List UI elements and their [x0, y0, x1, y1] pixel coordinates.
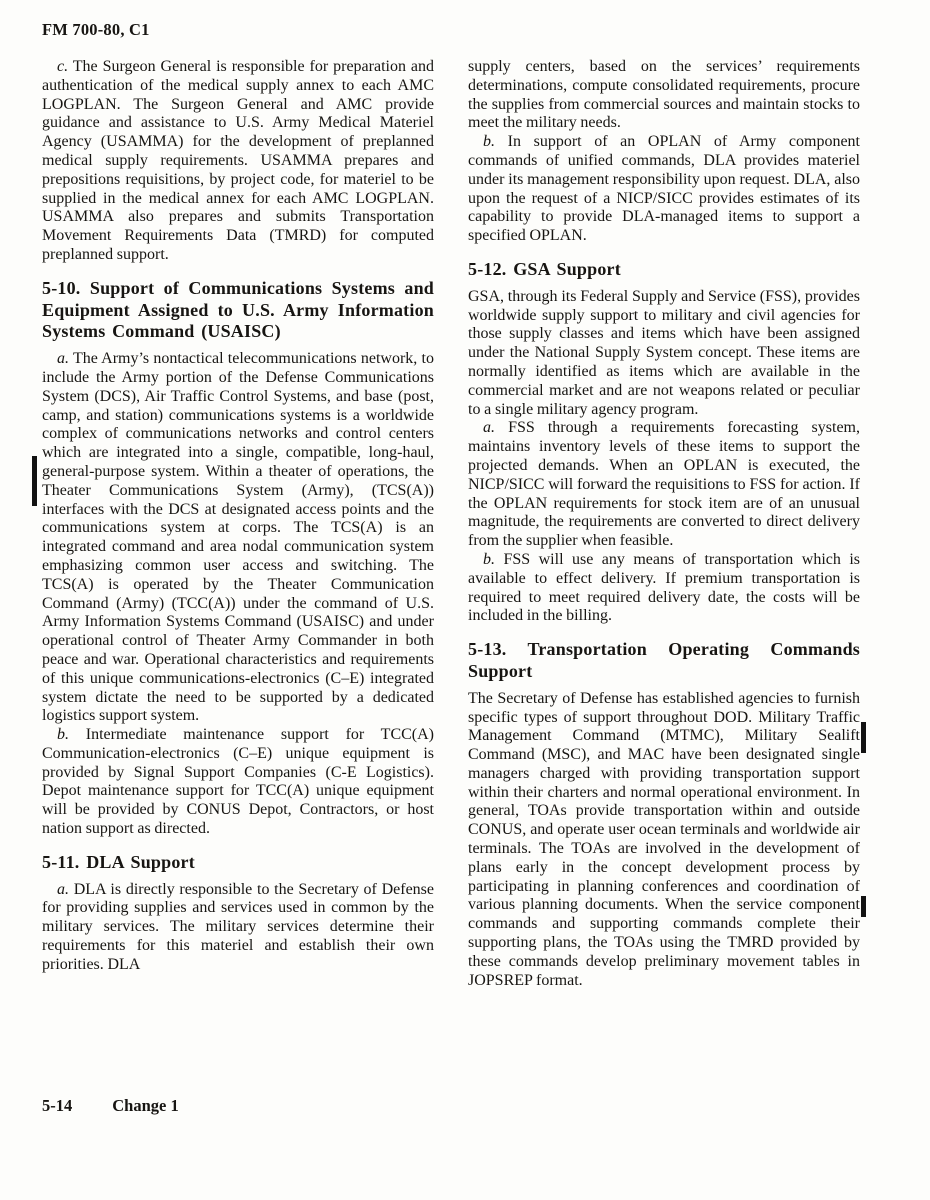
- left-column: [42, 58, 434, 990]
- paragraph-letter: a.: [57, 350, 69, 368]
- heading-5-13: 5-13. Transportation Operating Commands Support: [468, 639, 860, 681]
- paragraph-text: The Army’s nontactical telecommunications network, to include the Army portion of the Defense Communications System (DCS), Air Traffic Control Systems, and base (post, camp, and station) communications systems is a worldwide complex of communications networks and control centers which are integrated into a single, compatible, long-haul, general-purpose system. Within a theater of operations, the Theater Communications System (Army), (TCS(A)) interfaces with the DCS at designated access points and the communications system at corps. The TCS(A) is an integrated command and area nodal communication system emphasizing common user access and switching. The TCS(A) is operated by the Theater Communication Command (Army) (TCC(A)) under the command of U.S. Army Information Systems Command (USAISC) and under operational control of Theater Army Commander in both peace and war. Operational characteristics and requirements of this unique communications-electronics (C–E) integrated system dictate the need to be supported by a dedicated logistics support system.: [42, 350, 434, 725]
- page-header: FM 700-80, C1: [42, 20, 150, 39]
- paragraph-5-10-b: [42, 726, 434, 839]
- paragraph-letter: a.: [57, 880, 69, 898]
- paragraph-5-12-a: [468, 419, 860, 551]
- change-label: Change 1: [112, 1096, 179, 1115]
- heading-5-11: 5-11. DLA Support: [42, 851, 195, 872]
- paragraph-text: FSS through a requirements forecasting system, maintains inventory levels of these items to support the projected demands. When an OPLAN is executed, the NICP/SICC will forward the requisitions to FSS for action. If the OPLAN requirements for stock item are of an unusual magnitude, the requirements are converted to direct delivery from the supplier when feasible.: [468, 419, 860, 550]
- paragraph-letter: b.: [483, 133, 495, 151]
- paragraph-text: DLA is directly responsible to the Secretary of Defense for providing supplies and services used in common by the military services. The military services determine their requirements for this materiel and establish their own priorities. DLA: [42, 880, 434, 973]
- paragraph-text: FSS will use any means of transportation which is available to effect delivery. If premium transportation is required to meet required delivery date, the costs will be included in the billing.: [468, 550, 860, 625]
- paragraph-letter: b.: [483, 550, 495, 568]
- paragraph-5-11-a-continued: supply centers, based on the services’ requirements determinations, compute consolidated requirements, procure the supplies from commercial sources and maintain stocks to meet the military needs.: [468, 58, 860, 132]
- paragraph-5-12-b: [468, 551, 860, 626]
- paragraph-5-13-body: The Secretary of Defense has established agencies to furnish specific types of support throughout DOD. Military Traffic Management Command (MTMC), Military Sealift Command (MSC), and MAC have been designated single managers charged with providing transportation support within their charters and normal operational environment. In general, TOAs provide transportation within and outside CONUS, and operate user ocean terminals and worldwide air terminals. The TOAs are involved in the development of plans early in the concept development process by participating in planning conferences and coordination of various planning documents. When the service component commands and supporting commands complete their supporting plans, the TOAs using the TMRD provided by these commands develop preliminary movement tables in JOPSREP format.: [468, 689, 860, 989]
- right-column: [468, 58, 860, 990]
- paragraph-5-11-b: [468, 133, 860, 246]
- page-footer: [42, 1096, 179, 1116]
- paragraph-letter: b.: [57, 726, 69, 744]
- change-bar-right-heading-5-13: [861, 722, 866, 753]
- change-bar-left-margin: [32, 456, 37, 506]
- paragraph-text: In support of an OPLAN of Army component commands of unified commands, DLA provides materiel under its management responsibility upon request. DLA, also upon the request of a NICP/SICC provides estimates of its capability to provide DLA-managed items to support a specified OPLAN.: [468, 133, 860, 245]
- paragraph-text: The Surgeon General is responsible for preparation and authentication of the medical supply annex to each AMC LOGPLAN. The Surgeon General and AMC provide guidance and assistance to U.S. Army Medical Materiel Agency (USAMMA) for the development of preplanned medical supply requirements. USAMMA prepares and prepositions requisitions, by project code, for materiel to be supplied in the medical annex for each AMC LOGPLAN. USAMMA also prepares and submits Transportation Movement Requirements Data (TMRD) for computed preplanned support.: [42, 58, 434, 263]
- paragraph-5-11-a: [42, 881, 434, 975]
- paragraph-letter: a.: [483, 419, 495, 437]
- paragraph-c-surgeon-general: [42, 58, 434, 265]
- two-column-body: [42, 58, 860, 990]
- paragraph-5-12-intro: GSA, through its Federal Supply and Service (FSS), provides worldwide supply support to military and civil agencies for those supply classes and items which have been assigned under the National Supply System concept. These items are normally identified as items which are available in the commercial market and are not weapons related or peculiar to a single military agency program.: [468, 287, 860, 418]
- heading-5-10: 5-10. Support of Communications Systems and Equipment Assigned to U.S. Army Information Systems Command (USAISC): [42, 277, 434, 342]
- paragraph-5-10-a: [42, 350, 434, 726]
- paragraph-text: Intermediate maintenance support for TCC(A) Communication-electronics (C–E) unique equipment is provided by Signal Support Companies (C-E Logistics). Depot maintenance support for TCC(A) unique equipment will be provided by CONUS Depot, Contractors, or host nation support as directed.: [42, 726, 435, 838]
- heading-5-12: 5-12. GSA Support: [468, 258, 621, 279]
- page-number: 5-14: [42, 1096, 73, 1115]
- paragraph-letter: c.: [57, 58, 69, 75]
- change-bar-right-paragraph-5-13: [861, 896, 866, 917]
